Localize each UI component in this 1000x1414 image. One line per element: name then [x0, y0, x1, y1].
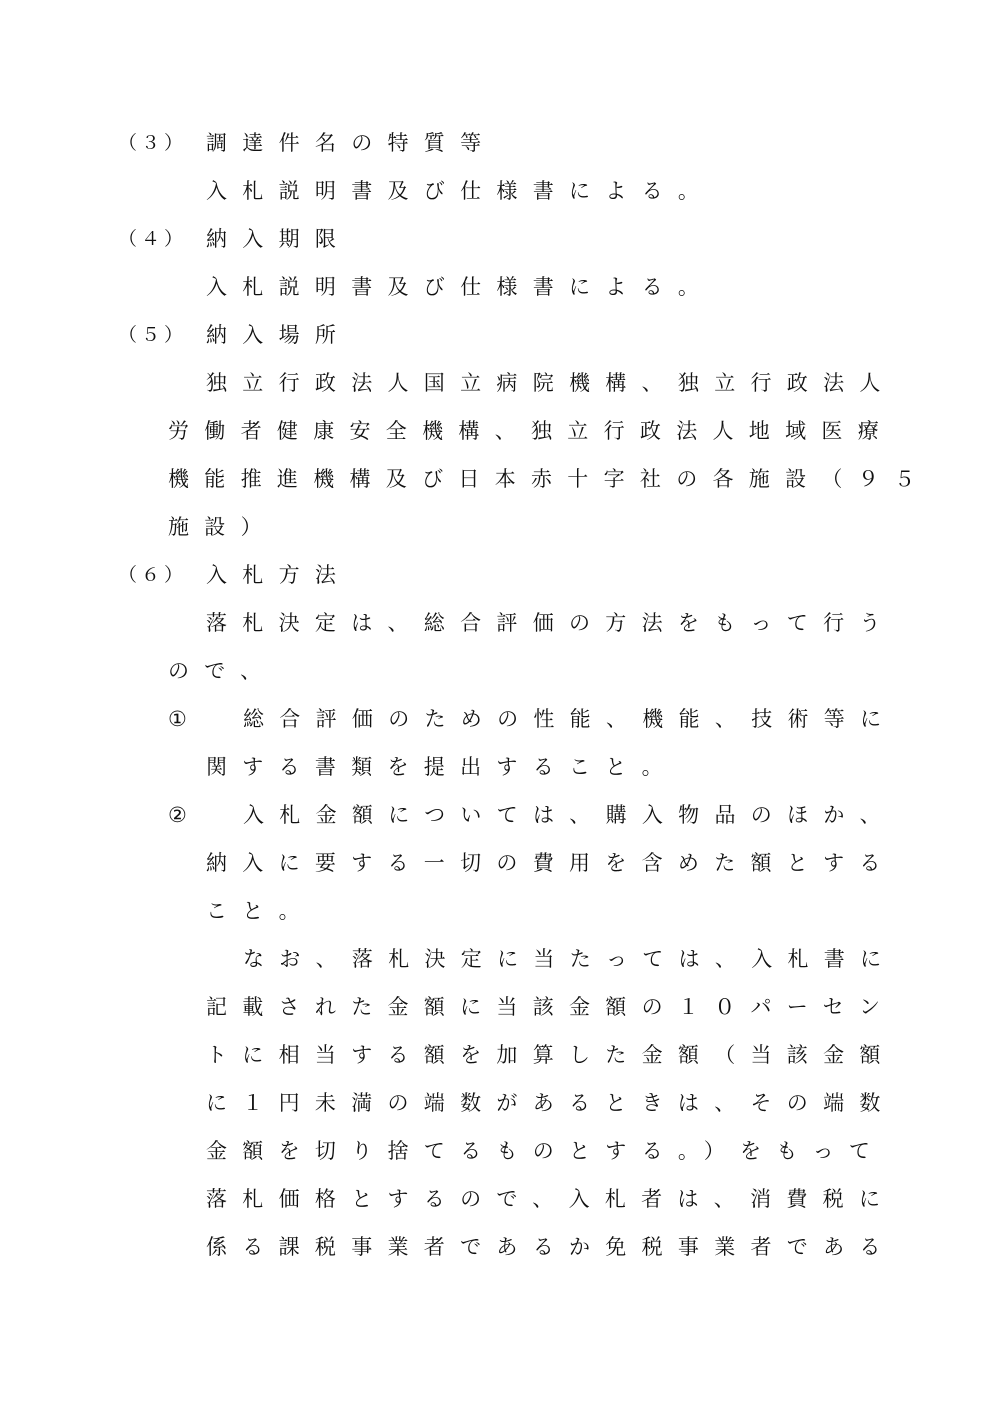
section-6-heading: 入札方法: [206, 563, 352, 587]
section-5-number: （５）: [118, 324, 188, 346]
section-5-heading: 納入場所: [206, 323, 352, 347]
section-5-body-line: 労働者健康安全機構、独立行政法人地域医療: [168, 419, 894, 443]
section-4-body-line: 入札説明書及び仕様書による。: [206, 275, 715, 299]
section-3-heading: 調達件名の特質等: [206, 131, 497, 155]
section-4-number: （４）: [118, 228, 188, 250]
section-4-heading: 納入期限: [206, 227, 352, 251]
section-5-body-line: 機能推進機構及び日本赤十字社の各施設（９５: [168, 467, 931, 491]
section-6-intro-line: ので、: [168, 659, 277, 683]
item-2-line: 入札金額については、購入物品のほか、: [243, 803, 896, 827]
item-2-line: 納入に要する一切の費用を含めた額とする: [206, 851, 896, 875]
note-line: 記載された金額に当該金額の１０パーセン: [206, 995, 896, 1019]
item-1-marker: ①: [168, 707, 187, 731]
item-2-marker: ②: [168, 803, 187, 827]
note-line: 金額を切り捨てるものとする。）をもって: [206, 1139, 886, 1163]
note-line: に１円未満の端数があるときは、その端数: [206, 1091, 896, 1115]
section-5-body-line: 独立行政法人国立病院機構、独立行政法人: [206, 371, 896, 395]
note-line: 落札価格とするので、入札者は、消費税に: [206, 1187, 896, 1211]
note-line: 係る課税事業者であるか免税事業者である: [206, 1235, 896, 1259]
section-5-body-line: 施設）: [168, 515, 277, 539]
item-1-line: 関する書類を提出すること。: [206, 755, 678, 779]
section-3-number: （３）: [118, 132, 188, 154]
item-2-line: こと。: [206, 899, 315, 923]
section-3-body-line: 入札説明書及び仕様書による。: [206, 179, 715, 203]
section-6-intro-line: 落札決定は、総合評価の方法をもって行う: [206, 611, 896, 635]
item-1-line: 総合評価のための性能、機能、技術等に: [243, 707, 897, 731]
section-6-number: （６）: [118, 564, 188, 586]
note-line: トに相当する額を加算した金額（当該金額: [206, 1043, 896, 1067]
note-line: なお、落札決定に当たっては、入札書に: [243, 947, 897, 971]
